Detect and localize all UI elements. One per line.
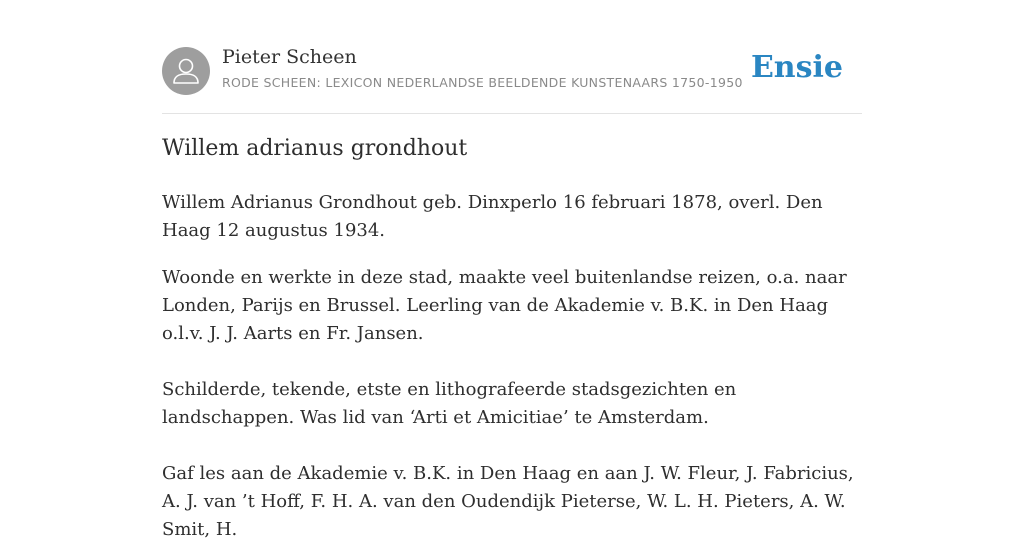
article-body [162,189,862,544]
brand-logo[interactable]: Ensie [750,50,843,85]
user-avatar-icon[interactable] [162,47,210,95]
article-title: Willem adrianus grondhout [162,136,468,161]
source-title[interactable]: RODE SCHEEN: LEXICON NEDERLANDSE BEELDENDE KUNSTENAARS 1750-1950 [222,75,743,90]
paragraph: Schilderde, tekende, etste en lithografeerde stadsgezichten en landschappen. Was lid van ‘Arti et Amicitiae’ te Amsterdam. [162,379,737,428]
paragraph: Willem Adrianus Grondhout geb. Dinxperlo 16 februari 1878, overl. Den Haag 12 augustus 1934. [162,192,823,241]
author-name[interactable]: Pieter Scheen [222,46,357,68]
paragraph: Gaf les aan de Akademie v. B.K. in Den Haag en aan J. W. Fleur, J. Fabricius, A. J. van ’t Hoff, F. H. A. van den Oudendijk Pieterse, W. L. H. Pieters, A. W. Smit, H. [162,463,854,540]
article-header [162,46,862,114]
paragraph: Woonde en werkte in deze stad, maakte veel buitenlandse reizen, o.a. naar Londen, Parijs en Brussel. Leerling van de Akademie v. B.K. in Den Haag o.l.v. J. J. Aarts en Fr. Jansen. [162,267,847,344]
